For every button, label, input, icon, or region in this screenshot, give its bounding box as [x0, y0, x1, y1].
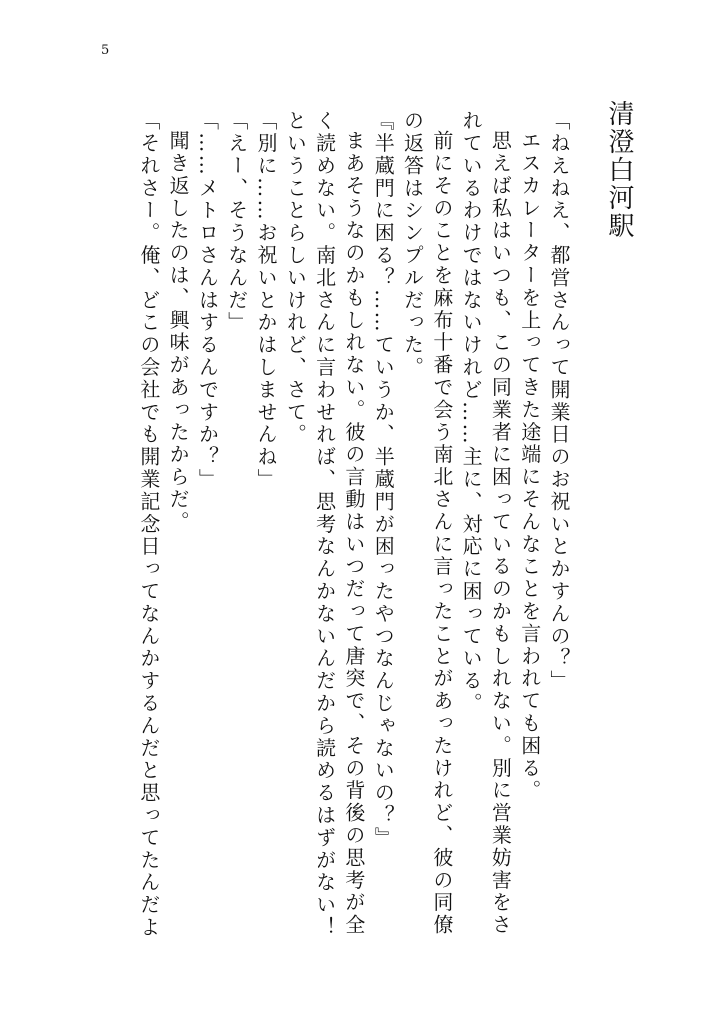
text-line: の返答はシンプルだった。	[400, 110, 425, 379]
text-line: 思えば私はいつも、この同業者に困っているのかもしれない。別に営業妨害をさ	[488, 130, 513, 937]
text-line: 「えー、そうなんだ」	[224, 110, 249, 334]
text-line: まあそうなのかもしれない。彼の言動はいつだって唐突で、その背後の思考が全	[341, 130, 366, 937]
text-line: 『半蔵門に困る？……ていうか、半蔵門が困ったやつなんじゃないの？』	[371, 110, 396, 850]
text-line: 「別に……お祝いとかはしませんね」	[254, 110, 279, 491]
text-line: 聞き返したのは、興味があったからだ。	[166, 130, 191, 534]
text-line: ということらしいけれど、さて。	[283, 110, 308, 446]
text-line: 前にそのことを麻布十番で会う南北さんに言ったことがあったけれど、彼の同僚	[429, 130, 454, 937]
page-number: 5	[101, 43, 110, 58]
text-line: く読めない。南北さんに言わせれば、思考なんかないんだから読めるはずがない！	[312, 110, 337, 939]
text-line: れているわけではないけれど……主に、対応に困っている。	[459, 110, 484, 715]
text-line: 「それさー。俺、どこの会社でも開業記念日ってなんかするんだと思ってたんだよ	[136, 110, 161, 939]
chapter-title: 清澄白河駅	[604, 100, 634, 240]
text-line: 「……メトロさんはするんですか？」	[195, 110, 220, 491]
body-text	[134, 110, 573, 990]
text-line: エスカレーターを上ってきた途端にそんなことを言われても困る。	[517, 130, 542, 802]
text-line: 「ねえねえ、都営さんって開業日のお祝いとかすんの？」	[547, 110, 571, 693]
